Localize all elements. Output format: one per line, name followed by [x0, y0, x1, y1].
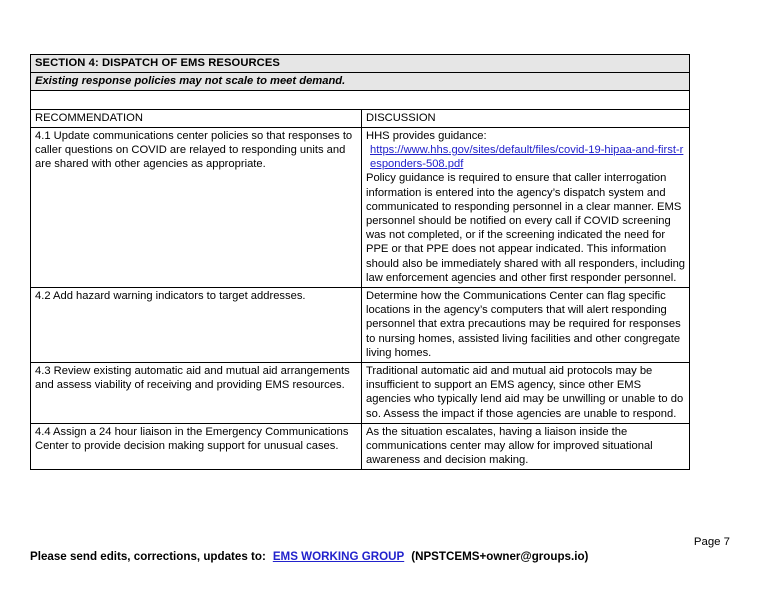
footer-contact-line [30, 550, 588, 563]
recommendation-text: 4.1 Update communications center policies so that responses to caller questions on COVID are relayed to responding units and are shared with other agencies as appropriate. [35, 129, 353, 171]
recommendation-text: 4.4 Assign a 24 hour liaison in the Emergency Communications Center to provide decision making support for unusual cases. [35, 425, 349, 453]
discussion-cell-4-1 [362, 127, 690, 287]
discussion-cell-4-4 [362, 423, 690, 470]
column-header-row [31, 109, 690, 127]
column-header-recommendation: RECOMMENDATION [31, 109, 362, 127]
discussion-intro: HHS provides guidance: [366, 129, 487, 142]
spacer-cell [31, 91, 690, 109]
discussion-cell-4-3 [362, 363, 690, 424]
section-title: SECTION 4: DISPATCH OF EMS RESOURCES [31, 55, 690, 73]
section-title-row [31, 55, 690, 73]
table-row [31, 423, 690, 470]
table-row [31, 288, 690, 363]
table-row [31, 127, 690, 287]
spacer-row [31, 91, 690, 109]
discussion-body: Determine how the Communications Center can flag specific locations in the agency’s computers that will alert responding personnel that extra precautions may be required for responses to nursing homes, assisted living facilities and other congregate living homes. [366, 290, 681, 359]
discussion-body: Policy guidance is required to ensure that caller interrogation information is entered into the agency’s dispatch system and communicated to responding personnel in a clear manner. EMS personnel should be notified on every call if COVID screening was not completed, or if the screening indicated the need for PPE or that PPE does not appear indicated. This information should also be immediately shared with all responders, including law enforcement agencies and other first responder personnel. [366, 172, 686, 284]
ems-working-group-link[interactable]: EMS WORKING GROUP [272, 550, 405, 563]
footer-email-text: (NPSTCEMS+owner@groups.io) [411, 550, 589, 563]
recommendation-cell-4-1 [31, 127, 362, 287]
recommendation-text: 4.3 Review existing automatic aid and mutual aid arrangements and assess viability of receiving and providing EMS resources. [35, 365, 350, 392]
discussion-body: Traditional automatic aid and mutual aid protocols may be insufficient to support an EMS agency, since other EMS agencies who typically lend aid may be unwilling or unable to do so. Assess the impact if those agencies are unable to respond. [366, 365, 684, 420]
recommendation-cell-4-4 [31, 423, 362, 470]
table-row [31, 363, 690, 424]
recommendation-cell-4-2 [31, 288, 362, 363]
section-subtitle: Existing response policies may not scale to meet demand. [31, 73, 690, 91]
discussion-cell-4-2 [362, 288, 690, 363]
recommendations-table [30, 54, 690, 470]
discussion-body: As the situation escalates, having a liaison inside the communications center may allow for improved situational awareness and decision making. [366, 425, 653, 467]
column-header-discussion: DISCUSSION [362, 109, 690, 127]
hhs-guidance-link[interactable]: https://www.hhs.gov/sites/default/files/covid-19-hipaa-and-first-responders-508.pdf [370, 144, 684, 171]
discussion-link-wrapper [366, 143, 685, 171]
section-subtitle-row [31, 73, 690, 91]
recommendation-cell-4-3 [31, 363, 362, 424]
footer-prompt-text: Please send edits, corrections, updates to: [30, 550, 266, 563]
page-number: Page 7 [693, 536, 730, 548]
recommendation-text: 4.2 Add hazard warning indicators to target addresses. [35, 290, 306, 303]
